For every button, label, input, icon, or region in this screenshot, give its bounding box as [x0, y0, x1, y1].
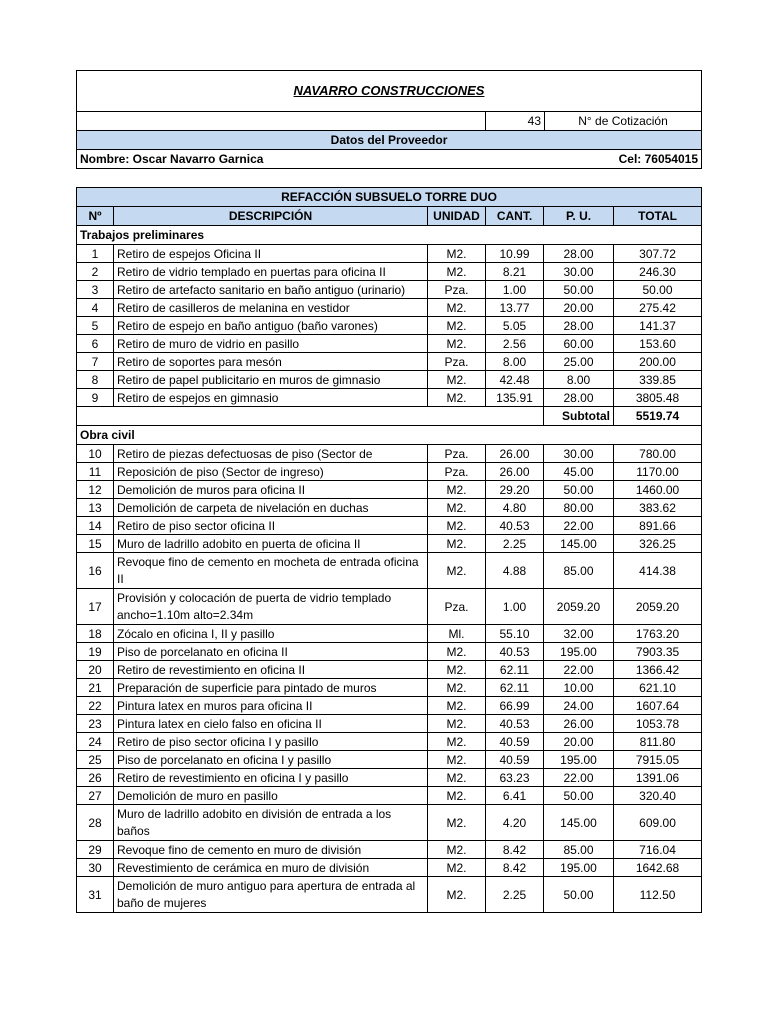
- item-total: 1763.20: [614, 625, 702, 643]
- item-unit: M2.: [428, 859, 486, 877]
- item-unit: M2.: [428, 661, 486, 679]
- item-unit: M2.: [428, 643, 486, 661]
- quote-number: 43: [486, 112, 545, 131]
- item-quantity: 62.11: [486, 661, 544, 679]
- subtotal-row: [77, 407, 702, 426]
- item-number: 30: [77, 859, 114, 877]
- table-row: [77, 335, 702, 353]
- table-row: [77, 787, 702, 805]
- item-unit: M2.: [428, 769, 486, 787]
- item-unit-price: 28.00: [544, 389, 614, 407]
- item-quantity: 2.56: [486, 335, 544, 353]
- item-unit-price: 50.00: [544, 787, 614, 805]
- item-number: 16: [77, 553, 114, 589]
- item-quantity: 55.10: [486, 625, 544, 643]
- item-total: 1366.42: [614, 661, 702, 679]
- col-header-unit: UNIDAD: [428, 207, 486, 226]
- item-description: Retiro de papel publicitario en muros de gimnasio: [114, 371, 428, 389]
- subtotal-spacer: [77, 407, 544, 426]
- item-number: 7: [77, 353, 114, 371]
- table-row: [77, 389, 702, 407]
- item-unit-price: 50.00: [544, 281, 614, 299]
- item-total: 811.80: [614, 733, 702, 751]
- item-number: 13: [77, 499, 114, 517]
- item-total: 1642.68: [614, 859, 702, 877]
- header-table: [76, 70, 702, 169]
- item-number: 8: [77, 371, 114, 389]
- item-unit: Pza.: [428, 353, 486, 371]
- section-title: Trabajos preliminares: [77, 226, 702, 245]
- item-description: Retiro de espejos Oficina II: [114, 245, 428, 263]
- item-quantity: 26.00: [486, 463, 544, 481]
- item-description: Retiro de revestimiento en oficina I y pasillo: [114, 769, 428, 787]
- item-unit-price: 195.00: [544, 751, 614, 769]
- table-row: [77, 751, 702, 769]
- table-row: [77, 733, 702, 751]
- quote-label: N° de Cotización: [545, 112, 702, 131]
- item-unit: M2.: [428, 805, 486, 841]
- item-total: 7915.05: [614, 751, 702, 769]
- item-total: 275.42: [614, 299, 702, 317]
- provider-name: Nombre: Oscar Navarro Garnica: [77, 150, 545, 169]
- item-unit-price: 195.00: [544, 643, 614, 661]
- section-row: [77, 426, 702, 445]
- item-quantity: 4.80: [486, 499, 544, 517]
- item-unit: M2.: [428, 499, 486, 517]
- item-unit-price: 195.00: [544, 859, 614, 877]
- item-total: 2059.20: [614, 589, 702, 625]
- item-total: 112.50: [614, 877, 702, 913]
- item-number: 9: [77, 389, 114, 407]
- item-total: 50.00: [614, 281, 702, 299]
- item-description: Preparación de superficie para pintado de muros: [114, 679, 428, 697]
- item-unit: M2.: [428, 245, 486, 263]
- item-unit: Pza.: [428, 445, 486, 463]
- item-unit: M2.: [428, 751, 486, 769]
- item-number: 3: [77, 281, 114, 299]
- item-description: Retiro de soportes para mesón: [114, 353, 428, 371]
- table-row: [77, 661, 702, 679]
- item-total: 153.60: [614, 335, 702, 353]
- item-total: 780.00: [614, 445, 702, 463]
- item-number: 1: [77, 245, 114, 263]
- table-row: [77, 517, 702, 535]
- item-description: Demolición de muros para oficina II: [114, 481, 428, 499]
- item-unit-price: 24.00: [544, 697, 614, 715]
- table-row: [77, 535, 702, 553]
- item-number: 14: [77, 517, 114, 535]
- item-total: 609.00: [614, 805, 702, 841]
- item-unit-price: 80.00: [544, 499, 614, 517]
- item-unit-price: 145.00: [544, 805, 614, 841]
- item-unit: M2.: [428, 679, 486, 697]
- item-description: Retiro de espejo en baño antiguo (baño varones): [114, 317, 428, 335]
- table-row: [77, 353, 702, 371]
- item-total: 326.25: [614, 535, 702, 553]
- item-description: Zócalo en oficina I, II y pasillo: [114, 625, 428, 643]
- item-quantity: 66.99: [486, 697, 544, 715]
- item-quantity: 2.25: [486, 535, 544, 553]
- item-total: 3805.48: [614, 389, 702, 407]
- item-unit-price: 85.00: [544, 553, 614, 589]
- item-total: 1053.78: [614, 715, 702, 733]
- item-unit: Pza.: [428, 463, 486, 481]
- item-quantity: 135.91: [486, 389, 544, 407]
- item-description: Retiro de piso sector oficina II: [114, 517, 428, 535]
- table-row: [77, 715, 702, 733]
- item-description: Revoque fino de cemento en mocheta de entrada oficina II: [114, 553, 428, 589]
- item-quantity: 40.53: [486, 517, 544, 535]
- item-quantity: 42.48: [486, 371, 544, 389]
- item-unit: M2.: [428, 317, 486, 335]
- table-row: [77, 841, 702, 859]
- table-row: [77, 553, 702, 589]
- item-description: Demolición de muro en pasillo: [114, 787, 428, 805]
- item-total: 621.10: [614, 679, 702, 697]
- item-unit-price: 30.00: [544, 263, 614, 281]
- item-unit: M2.: [428, 535, 486, 553]
- table-row: [77, 281, 702, 299]
- item-number: 23: [77, 715, 114, 733]
- col-header-quantity: CANT.: [486, 207, 544, 226]
- table-row: [77, 371, 702, 389]
- item-quantity: 40.53: [486, 715, 544, 733]
- item-number: 6: [77, 335, 114, 353]
- item-unit-price: 145.00: [544, 535, 614, 553]
- item-unit: M2.: [428, 481, 486, 499]
- item-description: Piso de porcelanato en oficina II: [114, 643, 428, 661]
- item-unit-price: 22.00: [544, 769, 614, 787]
- item-description: Retiro de piezas defectuosas de piso (Sector de: [114, 445, 428, 463]
- item-unit: M2.: [428, 371, 486, 389]
- items-table: [76, 187, 702, 913]
- item-description: Retiro de casilleros de melanina en vestidor: [114, 299, 428, 317]
- table-row: [77, 625, 702, 643]
- item-quantity: 1.00: [486, 281, 544, 299]
- subtotal-label: Subtotal: [544, 407, 614, 426]
- item-unit: Pza.: [428, 281, 486, 299]
- item-quantity: 4.20: [486, 805, 544, 841]
- item-number: 2: [77, 263, 114, 281]
- item-unit: M2.: [428, 389, 486, 407]
- item-quantity: 2.25: [486, 877, 544, 913]
- item-description: Muro de ladrillo adobito en puerta de oficina II: [114, 535, 428, 553]
- col-header-unit-price: P. U.: [544, 207, 614, 226]
- item-unit-price: 20.00: [544, 299, 614, 317]
- item-quantity: 62.11: [486, 679, 544, 697]
- item-unit-price: 20.00: [544, 733, 614, 751]
- table-row: [77, 877, 702, 913]
- company-title: NAVARRO CONSTRUCCIONES: [77, 71, 702, 112]
- item-quantity: 8.42: [486, 859, 544, 877]
- item-quantity: 5.05: [486, 317, 544, 335]
- item-number: 4: [77, 299, 114, 317]
- table-row: [77, 679, 702, 697]
- item-description: Retiro de espejos en gimnasio: [114, 389, 428, 407]
- item-unit: Ml.: [428, 625, 486, 643]
- item-number: 10: [77, 445, 114, 463]
- item-unit-price: 32.00: [544, 625, 614, 643]
- item-unit: M2.: [428, 841, 486, 859]
- item-unit-price: 8.00: [544, 371, 614, 389]
- table-row: [77, 481, 702, 499]
- item-number: 27: [77, 787, 114, 805]
- item-number: 19: [77, 643, 114, 661]
- table-row: [77, 589, 702, 625]
- item-number: 20: [77, 661, 114, 679]
- item-total: 1460.00: [614, 481, 702, 499]
- item-description: Revestimiento de cerámica en muro de división: [114, 859, 428, 877]
- project-title: REFACCIÓN SUBSUELO TORRE DUO: [77, 188, 702, 207]
- item-total: 339.85: [614, 371, 702, 389]
- item-unit: M2.: [428, 697, 486, 715]
- item-number: 11: [77, 463, 114, 481]
- item-description: Retiro de piso sector oficina I y pasillo: [114, 733, 428, 751]
- item-unit: M2.: [428, 877, 486, 913]
- item-unit: Pza.: [428, 589, 486, 625]
- item-number: 17: [77, 589, 114, 625]
- item-unit: M2.: [428, 263, 486, 281]
- item-unit: M2.: [428, 335, 486, 353]
- item-description: Pintura latex en muros para oficina II: [114, 697, 428, 715]
- item-quantity: 1.00: [486, 589, 544, 625]
- item-total: 7903.35: [614, 643, 702, 661]
- item-total: 1607.64: [614, 697, 702, 715]
- item-description: Provisión y colocación de puerta de vidrio templado ancho=1.10m alto=2.34m: [114, 589, 428, 625]
- item-unit: M2.: [428, 553, 486, 589]
- item-total: 307.72: [614, 245, 702, 263]
- item-total: 891.66: [614, 517, 702, 535]
- item-description: Retiro de vidrio templado en puertas para oficina II: [114, 263, 428, 281]
- item-total: 716.04: [614, 841, 702, 859]
- item-quantity: 8.00: [486, 353, 544, 371]
- item-total: 200.00: [614, 353, 702, 371]
- table-row: [77, 299, 702, 317]
- table-row: [77, 317, 702, 335]
- table-row: [77, 805, 702, 841]
- table-row: [77, 463, 702, 481]
- item-number: 15: [77, 535, 114, 553]
- item-description: Retiro de artefacto sanitario en baño antiguo (urinario): [114, 281, 428, 299]
- item-total: 414.38: [614, 553, 702, 589]
- col-header-total: TOTAL: [614, 207, 702, 226]
- item-quantity: 40.53: [486, 643, 544, 661]
- item-number: 5: [77, 317, 114, 335]
- item-quantity: 8.21: [486, 263, 544, 281]
- item-number: 21: [77, 679, 114, 697]
- item-total: 246.30: [614, 263, 702, 281]
- item-total: 1391.06: [614, 769, 702, 787]
- item-description: Pintura latex en cielo falso en oficina II: [114, 715, 428, 733]
- item-description: Muro de ladrillo adobito en división de entrada a los baños: [114, 805, 428, 841]
- item-number: 26: [77, 769, 114, 787]
- item-quantity: 13.77: [486, 299, 544, 317]
- item-unit-price: 50.00: [544, 877, 614, 913]
- item-total: 1170.00: [614, 463, 702, 481]
- item-unit-price: 10.00: [544, 679, 614, 697]
- item-quantity: 40.59: [486, 733, 544, 751]
- item-description: Retiro de revestimiento en oficina II: [114, 661, 428, 679]
- item-unit-price: 60.00: [544, 335, 614, 353]
- table-row: [77, 697, 702, 715]
- col-header-number: Nº: [77, 207, 114, 226]
- item-unit: M2.: [428, 299, 486, 317]
- item-total: 141.37: [614, 317, 702, 335]
- item-unit-price: 45.00: [544, 463, 614, 481]
- item-unit-price: 22.00: [544, 661, 614, 679]
- table-row: [77, 643, 702, 661]
- item-quantity: 8.42: [486, 841, 544, 859]
- item-description: Demolición de carpeta de nivelación en duchas: [114, 499, 428, 517]
- quotation-sheet: [76, 70, 701, 913]
- item-number: 25: [77, 751, 114, 769]
- item-unit-price: 25.00: [544, 353, 614, 371]
- item-unit-price: 50.00: [544, 481, 614, 499]
- item-number: 28: [77, 805, 114, 841]
- item-quantity: 26.00: [486, 445, 544, 463]
- item-number: 22: [77, 697, 114, 715]
- item-description: Revoque fino de cemento en muro de división: [114, 841, 428, 859]
- item-description: Reposición de piso (Sector de ingreso): [114, 463, 428, 481]
- subtotal-value: 5519.74: [614, 407, 702, 426]
- item-unit: M2.: [428, 517, 486, 535]
- item-quantity: 29.20: [486, 481, 544, 499]
- item-number: 29: [77, 841, 114, 859]
- col-header-description: DESCRIPCIÓN: [114, 207, 428, 226]
- item-quantity: 10.99: [486, 245, 544, 263]
- item-unit-price: 26.00: [544, 715, 614, 733]
- table-row: [77, 859, 702, 877]
- item-description: Demolición de muro antiguo para apertura de entrada al baño de mujeres: [114, 877, 428, 913]
- item-total: 320.40: [614, 787, 702, 805]
- item-unit: M2.: [428, 787, 486, 805]
- item-quantity: 4.88: [486, 553, 544, 589]
- provider-phone: Cel: 76054015: [545, 150, 702, 169]
- item-number: 31: [77, 877, 114, 913]
- item-unit-price: 28.00: [544, 317, 614, 335]
- section-row: [77, 226, 702, 245]
- item-number: 12: [77, 481, 114, 499]
- item-description: Retiro de muro de vidrio en pasillo: [114, 335, 428, 353]
- item-unit-price: 28.00: [544, 245, 614, 263]
- item-unit: M2.: [428, 733, 486, 751]
- table-row: [77, 769, 702, 787]
- table-row: [77, 445, 702, 463]
- item-quantity: 40.59: [486, 751, 544, 769]
- item-description: Piso de porcelanato en oficina I y pasillo: [114, 751, 428, 769]
- item-unit-price: 2059.20: [544, 589, 614, 625]
- table-row: [77, 263, 702, 281]
- section-title: Obra civil: [77, 426, 702, 445]
- table-row: [77, 245, 702, 263]
- item-unit-price: 22.00: [544, 517, 614, 535]
- item-quantity: 63.23: [486, 769, 544, 787]
- item-unit-price: 85.00: [544, 841, 614, 859]
- provider-section-title: Datos del Proveedor: [77, 131, 702, 150]
- table-row: [77, 499, 702, 517]
- item-quantity: 6.41: [486, 787, 544, 805]
- item-total: 383.62: [614, 499, 702, 517]
- item-unit: M2.: [428, 715, 486, 733]
- item-unit-price: 30.00: [544, 445, 614, 463]
- item-number: 24: [77, 733, 114, 751]
- item-number: 18: [77, 625, 114, 643]
